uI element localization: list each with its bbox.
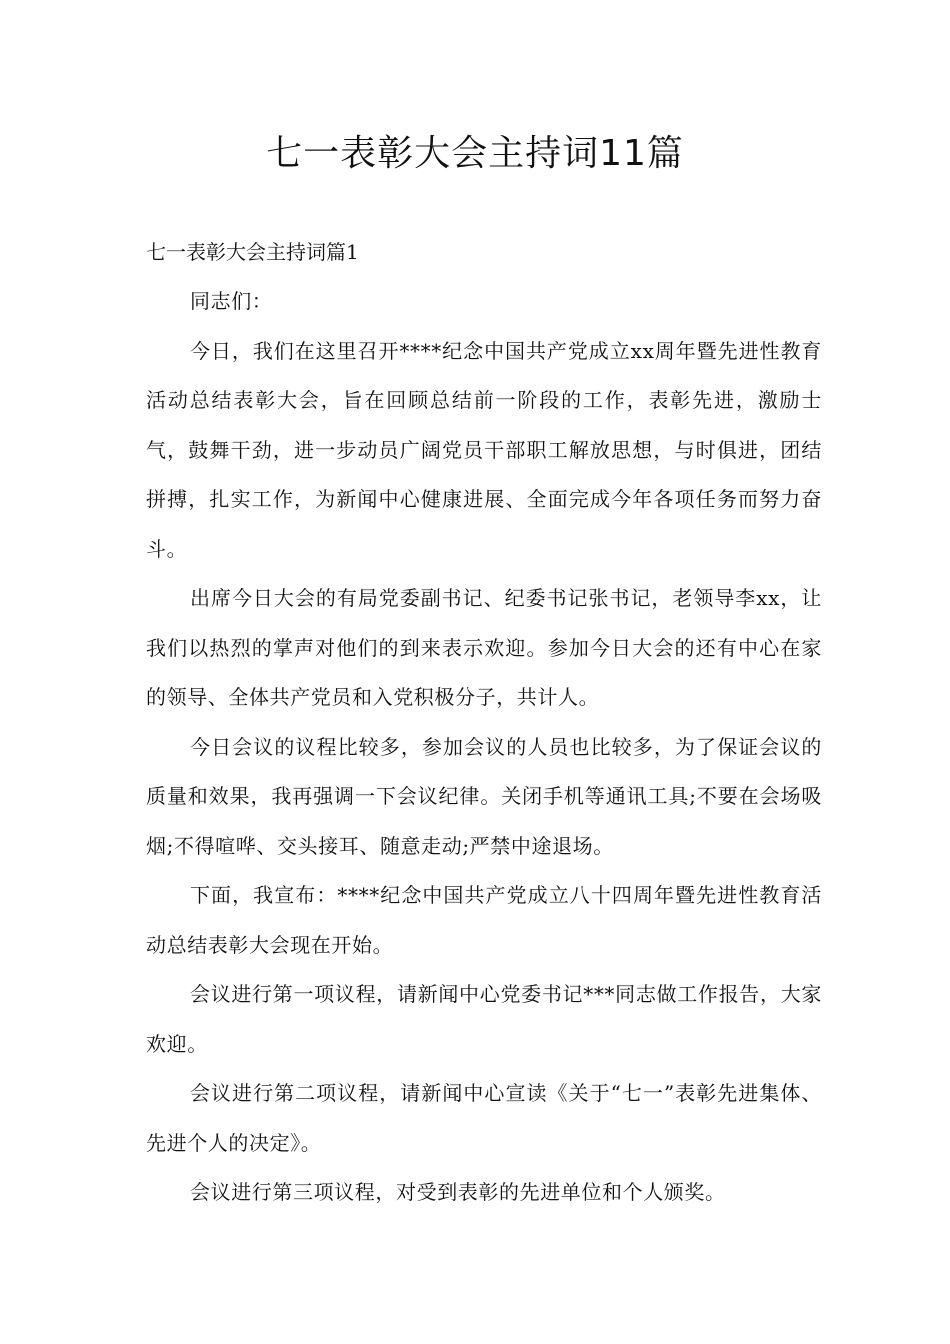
paragraph-opening: 今日，我们在这里召开****纪念中国共产党成立xx周年暨先进性教育活动总结表彰大会，旨在回顾总结前一阶段的工作，表彰先进，激励士气，鼓舞干劲，进一步动员广阔党员干部职工解放思想，与时俱进，团结拼搏，扎实工作，为新闻中心健康进展、全面完成今年各项任务而努力奋斗。 [146, 338, 822, 561]
paragraph-discipline: 今日会议的议程比较多，参加会议的人员也比较多，为了保证会议的质量和效果，我再强调一下会议纪律。关闭手机等通讯工具;不要在会场吸烟;不得喧哗、交头接耳、随意走动;严禁中途退场。 [146, 734, 822, 858]
document-title: 七一表彰大会主持词11篇 [266, 133, 684, 174]
paragraph-announcement: 下面，我宣布：****纪念中国共产党成立八十四周年暨先进性教育活动总结表彰大会现在开始。 [146, 883, 822, 957]
section-heading: 七一表彰大会主持词篇1 [146, 240, 359, 264]
paragraph-agenda-1: 会议进行第一项议程，请新闻中心党委书记***同志做工作报告，大家欢迎。 [146, 982, 822, 1056]
paragraph-agenda-3: 会议进行第三项议程，对受到表彰的先进单位和个人颁奖。 [190, 1180, 726, 1204]
paragraph-agenda-2: 会议进行第二项议程，请新闻中心宣读《关于“七一”表彰先进集体、先进个人的决定》。 [146, 1081, 822, 1155]
paragraph-attendees: 出席今日大会的有局党委副书记、纪委书记张书记，老领导李xx，让我们以热烈的掌声对他们的到来表示欢迎。参加今日大会的还有中心在家的领导、全体共产党员和入党积极分子，共计人。 [146, 586, 822, 709]
paragraph-greeting: 同志们： [190, 289, 273, 313]
document-body [146, 228, 822, 1218]
